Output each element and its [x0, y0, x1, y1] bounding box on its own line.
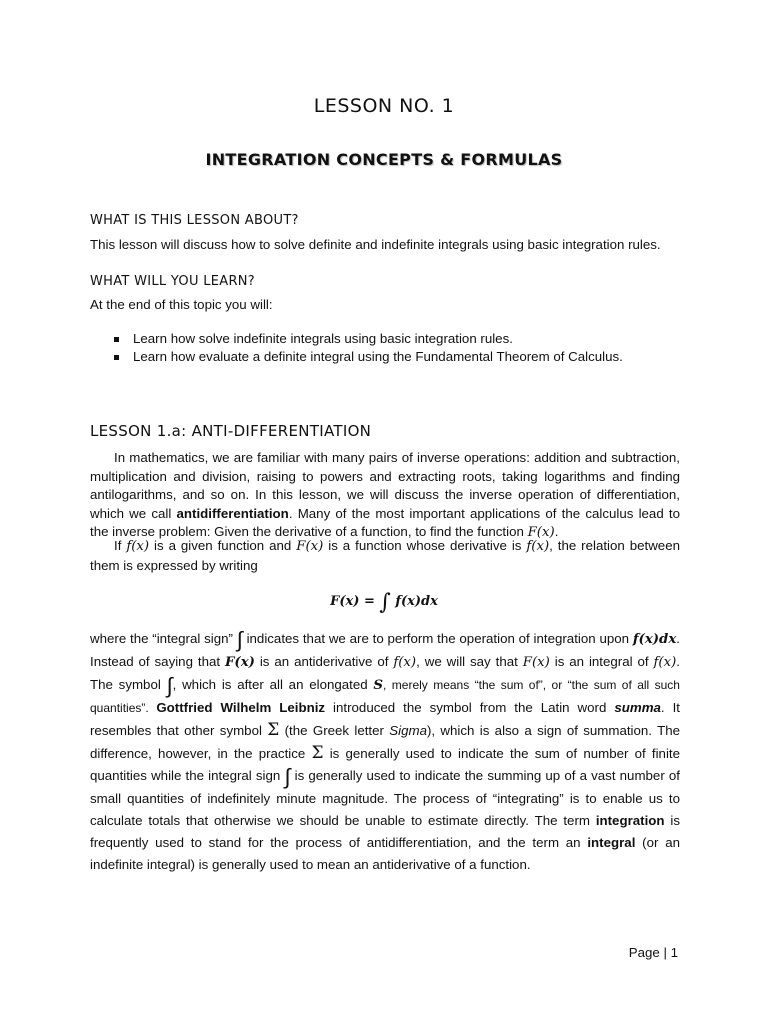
about-heading: WHAT IS THIS LESSON ABOUT?: [90, 213, 299, 228]
about-text: This lesson will discuss how to solve definite and indefinite integrals using basic integration rules.: [90, 237, 661, 252]
paragraph-1: In mathematics, we are familiar with many pairs of inverse operations: addition and subtraction, multiplication and division, raising to powers and extracting roots, taking logarithms and finding antilogarithms, and so on. In this lesson, we will discuss the inverse operation of differentiation, which we call antidifferentiation. Many of the most important applications of the calculus lead to the inverse problem: Given the derivative of a function, to find the function F(x).: [90, 450, 680, 540]
learn-intro: At the end of this topic you will:: [90, 297, 273, 312]
integral-sign-icon: ∫: [166, 673, 173, 698]
list-item: [114, 349, 623, 364]
page-number: Page | 1: [628, 945, 678, 960]
section-heading: LESSON 1.a: ANTI-DIFFERENTIATION: [90, 422, 372, 440]
integral-sign-icon: ∫: [284, 764, 291, 789]
sigma-icon: Σ: [267, 720, 280, 740]
sigma-icon: Σ: [311, 743, 324, 763]
lesson-subtitle: INTEGRATION CONCEPTS & FORMULAS: [205, 150, 563, 169]
bullet-text: Learn how evaluate a definite integral using the Fundamental Theorem of Calculus.: [133, 349, 623, 364]
paragraph-2: If f(x) is a given function and F(x) is a function whose derivative is f(x), the relation between them is expressed by writing: [90, 538, 680, 573]
integral-sign-icon: ∫: [379, 590, 391, 615]
integral-formula: F(x) = ∫ f(x)dx: [330, 590, 438, 615]
lesson-title: LESSON NO. 1: [313, 95, 455, 117]
integral-sign-icon: ∫: [236, 627, 243, 652]
bullet-icon: [114, 337, 119, 342]
list-item: [114, 331, 513, 346]
bullet-text: Learn how solve indefinite integrals using basic integration rules.: [133, 331, 513, 346]
learn-heading: WHAT WILL YOU LEARN?: [90, 274, 256, 289]
bullet-icon: [114, 355, 119, 360]
paragraph-3: where the “integral sign” ∫ indicates that we are to perform the operation of integration upon f(x)dx. Instead of saying that F(x) is an antiderivative of f(x), we will say that F(x) is an integral of f(x). The symbol ∫, which is after all an elongated S, merely means “the sum of”, or “the sum of all such quantities”. Gottfried Wilhelm Leibniz introduced the symbol from the Latin word summa. It resembles that other symbol Σ (the Greek letter Sigma), which is also a sign of summation. The difference, however, in the practice Σ is generally used to indicate the sum of number of finite quantities while the integral sign ∫ is generally used to indicate the summing up of a vast number of small quantities of indefinitely minute magnitude. The process of “integrating” is to enable us to calculate totals that otherwise we should be unable to estimate directly. The term integration is frequently used to stand for the process of antidifferentiation, and the term an integral (or an indefinite integral) is generally used to mean an antiderivative of a function.: [90, 627, 680, 872]
